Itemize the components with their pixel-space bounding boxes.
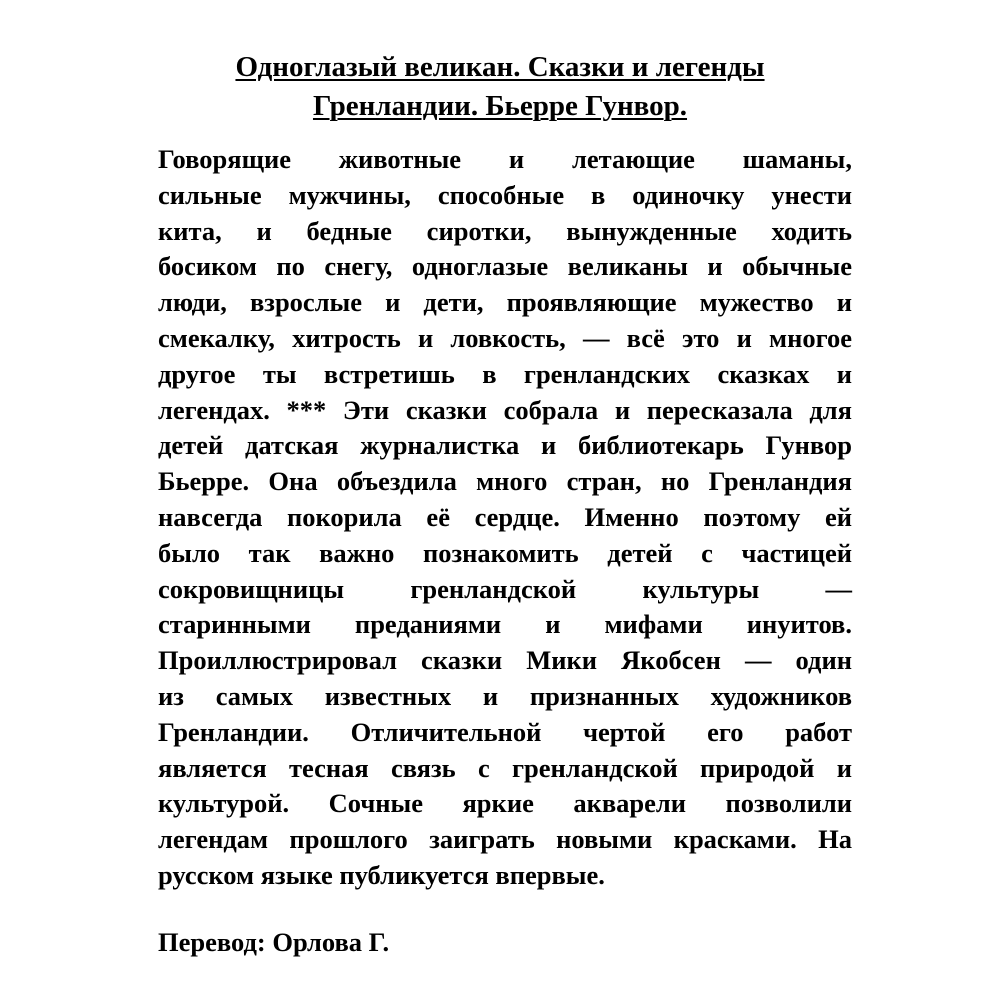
paragraph-line: детей датская журналистка и библиотекарь Гунвор bbox=[158, 430, 852, 461]
paragraph-line: Гренландии. Отличительной чертой его работ bbox=[158, 716, 852, 747]
paragraph-line: босиком по снегу, одноглазые великаны и обычные bbox=[158, 251, 852, 282]
title-line-1: Одноглазый великан. Сказки и легенды bbox=[235, 51, 765, 83]
paragraph-line: навсегда покорила её сердце. Именно поэтому ей bbox=[158, 501, 852, 532]
paragraph-line: является тесная связь с гренландской природой и bbox=[158, 752, 852, 783]
paragraph-line: сильные мужчины, способные в одиночку унести bbox=[158, 179, 852, 210]
paragraph-line: сокровищницы гренландской культуры — bbox=[158, 573, 852, 604]
translator-credit: Перевод: Орлова Г. bbox=[158, 927, 390, 957]
paragraph-line: Бьерре. Она объездила много стран, но Гренландия bbox=[158, 466, 852, 497]
paragraph-line: легендам прошлого заиграть новыми красками. На bbox=[158, 824, 852, 855]
paragraph-line: из самых известных и признанных художников bbox=[158, 680, 852, 711]
paragraph-line: Проиллюстрировал сказки Мики Якобсен — один bbox=[158, 645, 852, 676]
paragraph-line: Говорящие животные и летающие шаманы, bbox=[158, 144, 852, 174]
document-title bbox=[150, 48, 850, 126]
paragraph-line: было так важно познакомить детей с частицей bbox=[158, 537, 852, 568]
paragraph-line: кита, и бедные сиротки, вынужденные ходить bbox=[158, 215, 852, 246]
paragraph-line: легендах. *** Эти сказки собрала и пересказала для bbox=[158, 394, 852, 425]
paragraph-line: русском языке публикуется впервые. bbox=[158, 859, 605, 890]
description-paragraph bbox=[158, 142, 852, 894]
paragraph-line: старинными преданиями и мифами инуитов. bbox=[158, 609, 852, 640]
title-line-2: Гренландии. Бьерре Гунвор. bbox=[312, 90, 688, 122]
paragraph-line: люди, взрослые и дети, проявляющие мужество и bbox=[158, 287, 852, 318]
paragraph-line: культурой. Сочные яркие акварели позволили bbox=[158, 788, 852, 819]
paragraph-line: смекалку, хитрость и ловкость, — всё это и многое bbox=[158, 322, 852, 353]
paragraph-line: другое ты встретишь в гренландских сказках и bbox=[158, 358, 852, 389]
